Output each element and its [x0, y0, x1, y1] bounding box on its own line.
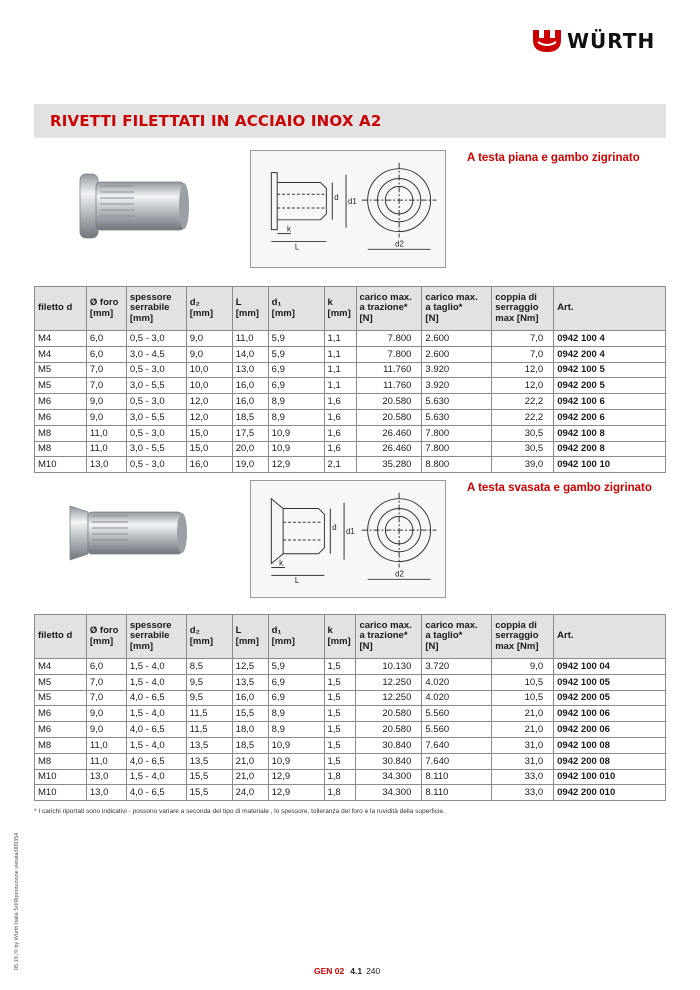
table-row — [35, 690, 666, 706]
table-cell: M5 — [35, 674, 87, 690]
article-number: 0942 200 06 — [554, 722, 666, 738]
rivet-countersunk-head-photo — [66, 498, 190, 568]
table-cell: 11.760 — [356, 378, 422, 394]
table-cell: 3,0 - 5,5 — [126, 409, 186, 425]
table-cell: 31,0 — [492, 753, 554, 769]
table-cell: 21,0 — [492, 706, 554, 722]
table-cell: 7,0 — [86, 674, 126, 690]
table-cell: 33,0 — [492, 769, 554, 785]
table-cell: M10 — [35, 769, 87, 785]
table-row — [35, 346, 666, 362]
table-cell: 1,5 - 4,0 — [126, 659, 186, 675]
table-cell: 1,5 - 4,0 — [126, 769, 186, 785]
table-cell: 3.720 — [422, 659, 492, 675]
spec-table-flat-head — [34, 286, 666, 473]
table-cell: 2.600 — [422, 346, 492, 362]
spec-table-countersunk — [34, 614, 666, 801]
column-header: Art. — [554, 287, 666, 331]
table-row — [35, 753, 666, 769]
table-cell: 20,0 — [232, 441, 268, 457]
table-cell: 6,9 — [268, 690, 324, 706]
table-cell: 4.020 — [422, 690, 492, 706]
table-cell: 7.800 — [422, 441, 492, 457]
table-cell: 17,5 — [232, 425, 268, 441]
table-cell: 10,9 — [268, 441, 324, 457]
table-cell: 8.800 — [422, 457, 492, 473]
table-row — [35, 785, 666, 801]
wurth-logo-icon — [532, 28, 562, 54]
table-cell: 31,0 — [492, 737, 554, 753]
article-number: 0942 200 6 — [554, 409, 666, 425]
table-cell: 16,0 — [186, 457, 232, 473]
table-cell: 12,9 — [268, 785, 324, 801]
table-cell: 0,5 - 3,0 — [126, 331, 186, 347]
drawing-label-d2-2: d2 — [395, 569, 404, 579]
table-cell: 7,0 — [492, 346, 554, 362]
catalog-code: GEN 02 — [314, 966, 345, 976]
column-header: carico max. a trazione* [N] — [356, 287, 422, 331]
table-cell: 4,0 - 6,5 — [126, 753, 186, 769]
table-row — [35, 394, 666, 410]
table-cell: M8 — [35, 425, 87, 441]
table-cell: 7,0 — [86, 378, 126, 394]
table-row — [35, 331, 666, 347]
table-cell: 1,5 — [324, 737, 356, 753]
table-cell: 8,9 — [268, 394, 324, 410]
flat-head-technical-drawing — [250, 150, 446, 268]
table-cell: 5.630 — [422, 409, 492, 425]
table-row — [35, 722, 666, 738]
table-cell: 20.580 — [356, 409, 422, 425]
table-cell: 24,0 — [232, 785, 268, 801]
table-cell: 13,0 — [86, 769, 126, 785]
table-cell: 18,0 — [232, 722, 268, 738]
page-title: RIVETTI FILETTATI IN ACCIAIO INOX A2 — [50, 112, 382, 130]
table-cell: 21,0 — [232, 769, 268, 785]
table-cell: 6,0 — [86, 331, 126, 347]
table-cell: 7.800 — [356, 346, 422, 362]
table-cell: 6,0 — [86, 346, 126, 362]
column-header: carico max. a taglio* [N] — [422, 287, 492, 331]
column-header: L [mm] — [232, 287, 268, 331]
table-cell: 11,0 — [86, 753, 126, 769]
drawing-label-d1: d1 — [348, 197, 357, 207]
table-cell: 13,5 — [232, 674, 268, 690]
table-cell: 30.840 — [356, 753, 422, 769]
page-footer — [314, 966, 380, 976]
drawing-label-d-2: d — [332, 523, 337, 533]
column-header: spessore serrabile [mm] — [126, 615, 186, 659]
page-number: 240 — [366, 966, 381, 976]
table-cell: 8,9 — [268, 722, 324, 738]
table-cell: M4 — [35, 659, 87, 675]
table-cell: 7.800 — [356, 331, 422, 347]
table-cell: 1,1 — [324, 346, 356, 362]
table-cell: 12,9 — [268, 457, 324, 473]
table-cell: 7,0 — [86, 362, 126, 378]
table-cell: 26.460 — [356, 425, 422, 441]
section-number: 4.1 — [350, 966, 363, 976]
table-row — [35, 457, 666, 473]
article-number: 0942 100 05 — [554, 674, 666, 690]
table-cell: M5 — [35, 362, 87, 378]
article-number: 0942 200 05 — [554, 690, 666, 706]
table-cell: 11,0 — [86, 737, 126, 753]
table-cell: 11,0 — [86, 441, 126, 457]
table-cell: 1,6 — [324, 441, 356, 457]
table-cell: 12.250 — [356, 690, 422, 706]
title-bar — [34, 104, 666, 138]
table-cell: 7,0 — [492, 331, 554, 347]
table-cell: 4,0 - 6,5 — [126, 785, 186, 801]
table-cell: 18,5 — [232, 737, 268, 753]
table-cell: 1,5 - 4,0 — [126, 737, 186, 753]
table-cell: M5 — [35, 690, 87, 706]
column-header: coppia di serraggio max [Nm] — [492, 615, 554, 659]
drawing-label-d: d — [334, 193, 339, 203]
table-cell: 39,0 — [492, 457, 554, 473]
table-cell: 10,0 — [186, 362, 232, 378]
table-cell: 1,1 — [324, 331, 356, 347]
table-cell: 15,5 — [232, 706, 268, 722]
article-number: 0942 100 10 — [554, 457, 666, 473]
table-cell: 10,5 — [492, 674, 554, 690]
table-row — [35, 737, 666, 753]
table-cell: 8.110 — [422, 785, 492, 801]
table-cell: 12,5 — [232, 659, 268, 675]
table-cell: 1,5 — [324, 674, 356, 690]
table-cell: 13,0 — [86, 785, 126, 801]
table-row — [35, 378, 666, 394]
table-cell: 12,0 — [186, 394, 232, 410]
column-header: Ø foro [mm] — [86, 615, 126, 659]
table-cell: 1,5 - 4,0 — [126, 706, 186, 722]
table-cell: 1,5 — [324, 659, 356, 675]
table-cell: M6 — [35, 706, 87, 722]
table-cell: 7.640 — [422, 753, 492, 769]
column-header: carico max. a trazione* [N] — [356, 615, 422, 659]
table-cell: 1,5 — [324, 722, 356, 738]
article-number: 0942 100 5 — [554, 362, 666, 378]
countersunk-technical-drawing — [250, 480, 446, 598]
table-header-row — [35, 287, 666, 331]
brand-name: WÜRTH — [567, 29, 656, 53]
table-cell: 2.600 — [422, 331, 492, 347]
column-header: d₂ [mm] — [186, 615, 232, 659]
table-cell: 7,0 — [86, 690, 126, 706]
table-cell: 8,9 — [268, 409, 324, 425]
column-header: d₂ [mm] — [186, 287, 232, 331]
table-cell: 5.630 — [422, 394, 492, 410]
table-cell: 3.920 — [422, 378, 492, 394]
table-cell: 1,1 — [324, 362, 356, 378]
table-cell: 20.580 — [356, 706, 422, 722]
variant-label-countersunk: A testa svasata e gambo zigrinato — [467, 482, 652, 494]
table-cell: 9,0 — [186, 331, 232, 347]
table-cell: 10,5 — [492, 690, 554, 706]
table-cell: 15,0 — [186, 425, 232, 441]
footnote: * I carichi riportati sono indicativi - possono variare a seconda del tipo di materiale , lo spessore, tolleranza del foro e la ruvidità della superficie. — [34, 808, 445, 815]
table-cell: M6 — [35, 394, 87, 410]
table-row — [35, 674, 666, 690]
table-cell: 12,0 — [492, 378, 554, 394]
table-row — [35, 425, 666, 441]
article-number: 0942 100 04 — [554, 659, 666, 675]
variant-label-flat-head: A testa piana e gambo zigrinato — [467, 152, 640, 164]
table-cell: 5.560 — [422, 722, 492, 738]
article-number: 0942 200 8 — [554, 441, 666, 457]
wurth-logo — [532, 28, 655, 54]
column-header: k [mm] — [324, 615, 356, 659]
table-cell: 16,0 — [232, 690, 268, 706]
article-number: 0942 100 08 — [554, 737, 666, 753]
table-cell: 9,0 — [492, 659, 554, 675]
rivet-flat-head-photo — [74, 168, 194, 244]
table-cell: 30.840 — [356, 737, 422, 753]
table-cell: 12.250 — [356, 674, 422, 690]
article-number: 0942 100 6 — [554, 394, 666, 410]
table-cell: 16,0 — [232, 394, 268, 410]
table-cell: 11.760 — [356, 362, 422, 378]
table-cell: 0,5 - 3,0 — [126, 425, 186, 441]
table-cell: 21,0 — [232, 753, 268, 769]
column-header: k [mm] — [324, 287, 356, 331]
drawing-label-L: L — [294, 242, 300, 252]
table-cell: 34.300 — [356, 769, 422, 785]
article-number: 0942 200 010 — [554, 785, 666, 801]
article-number: 0942 200 5 — [554, 378, 666, 394]
column-header: spessore serrabile [mm] — [126, 287, 186, 331]
table-cell: 10,9 — [268, 425, 324, 441]
table-cell: 20.580 — [356, 722, 422, 738]
table-cell: 12,0 — [492, 362, 554, 378]
table-cell: 33,0 — [492, 785, 554, 801]
table-cell: 1,5 — [324, 706, 356, 722]
table-cell: 6,9 — [268, 362, 324, 378]
table-cell: 1,8 — [324, 769, 356, 785]
table-cell: 7.640 — [422, 737, 492, 753]
table-cell: 4,0 - 6,5 — [126, 722, 186, 738]
article-number: 0942 100 010 — [554, 769, 666, 785]
table-cell: 9,5 — [186, 674, 232, 690]
drawing-label-d1-2: d1 — [346, 527, 355, 537]
table-cell: 11,0 — [86, 425, 126, 441]
table-cell: 9,5 — [186, 690, 232, 706]
table-cell: 4.020 — [422, 674, 492, 690]
table-cell: 9,0 — [86, 409, 126, 425]
table-cell: 7.800 — [422, 425, 492, 441]
table-cell: M10 — [35, 457, 87, 473]
column-header: d₁ [mm] — [268, 287, 324, 331]
table-cell: 9,0 — [86, 706, 126, 722]
table-cell: 1,6 — [324, 425, 356, 441]
table-cell: 10.130 — [356, 659, 422, 675]
table-cell: 1,5 - 4,0 — [126, 674, 186, 690]
table-cell: 1,1 — [324, 378, 356, 394]
table-cell: 15,5 — [186, 769, 232, 785]
table-cell: 22,2 — [492, 409, 554, 425]
table-cell: 13,5 — [186, 737, 232, 753]
table-cell: 5.560 — [422, 706, 492, 722]
table-row — [35, 659, 666, 675]
column-header: L [mm] — [232, 615, 268, 659]
article-number: 0942 100 4 — [554, 331, 666, 347]
table-cell: 21,0 — [492, 722, 554, 738]
table-row — [35, 706, 666, 722]
table-cell: 30,5 — [492, 425, 554, 441]
table-cell: 16,0 — [232, 378, 268, 394]
table-cell: 8.110 — [422, 769, 492, 785]
table-cell: M6 — [35, 409, 87, 425]
table-row — [35, 441, 666, 457]
table-cell: 1,5 — [324, 690, 356, 706]
table-header-row — [35, 615, 666, 659]
table-cell: 2,1 — [324, 457, 356, 473]
table-cell: 11,5 — [186, 706, 232, 722]
table-cell: 35.280 — [356, 457, 422, 473]
table-cell: 12,9 — [268, 769, 324, 785]
table-cell: 8,9 — [268, 706, 324, 722]
column-header: carico max. a taglio* [N] — [422, 615, 492, 659]
table-cell: 13,0 — [86, 457, 126, 473]
table-cell: 26.460 — [356, 441, 422, 457]
table-cell: 22,2 — [492, 394, 554, 410]
table-cell: 13,5 — [186, 753, 232, 769]
table-cell: 34.300 — [356, 785, 422, 801]
table-cell: M8 — [35, 753, 87, 769]
table-cell: 6,9 — [268, 674, 324, 690]
table-cell: 11,5 — [186, 722, 232, 738]
table-cell: 5,9 — [268, 346, 324, 362]
table-cell: 10,0 — [186, 378, 232, 394]
table-cell: 13,0 — [232, 362, 268, 378]
table-cell: M8 — [35, 737, 87, 753]
article-number: 0942 200 08 — [554, 753, 666, 769]
table-cell: 10,9 — [268, 753, 324, 769]
table-cell: M6 — [35, 722, 87, 738]
table-row — [35, 409, 666, 425]
table-cell: 0,5 - 3,0 — [126, 362, 186, 378]
table-cell: M8 — [35, 441, 87, 457]
table-cell: M5 — [35, 378, 87, 394]
table-cell: 30,5 — [492, 441, 554, 457]
table-cell: 15,0 — [186, 441, 232, 457]
table-cell: 20.580 — [356, 394, 422, 410]
table-cell: 1,6 — [324, 394, 356, 410]
table-cell: 14,0 — [232, 346, 268, 362]
column-header: d₁ [mm] — [268, 615, 324, 659]
article-number: 0942 200 4 — [554, 346, 666, 362]
column-header: coppia di serraggio max [Nm] — [492, 287, 554, 331]
table-cell: 0,5 - 3,0 — [126, 394, 186, 410]
table-cell: 3,0 - 5,5 — [126, 441, 186, 457]
drawing-label-L-2: L — [294, 576, 300, 586]
table-cell: 19,0 — [232, 457, 268, 473]
table-cell: 1,5 — [324, 753, 356, 769]
table-cell: 0,5 - 3,0 — [126, 457, 186, 473]
drawing-label-d2: d2 — [395, 239, 404, 249]
column-header: filetto d — [35, 615, 87, 659]
table-cell: M4 — [35, 331, 87, 347]
table-cell: 18,5 — [232, 409, 268, 425]
drawing-label-k: k — [287, 224, 291, 234]
column-header: Art. — [554, 615, 666, 659]
table-cell: M10 — [35, 785, 87, 801]
table-cell: 15,5 — [186, 785, 232, 801]
column-header: filetto d — [35, 287, 87, 331]
table-cell: 4,0 - 6,5 — [126, 690, 186, 706]
table-cell: 9,0 — [86, 394, 126, 410]
table-cell: 10,9 — [268, 737, 324, 753]
table-row — [35, 362, 666, 378]
table-cell: 11,0 — [232, 331, 268, 347]
table-cell: 9,0 — [186, 346, 232, 362]
table-cell: 6,0 — [86, 659, 126, 675]
drawing-label-k-2: k — [279, 558, 284, 568]
table-cell: 12,0 — [186, 409, 232, 425]
side-note — [14, 780, 24, 970]
table-cell: 3.920 — [422, 362, 492, 378]
table-row — [35, 769, 666, 785]
column-header: Ø foro [mm] — [86, 287, 126, 331]
table-cell: M4 — [35, 346, 87, 362]
table-cell: 5,9 — [268, 331, 324, 347]
article-number: 0942 100 06 — [554, 706, 666, 722]
table-cell: 1,6 — [324, 409, 356, 425]
table-cell: 1,8 — [324, 785, 356, 801]
table-cell: 5,9 — [268, 659, 324, 675]
table-cell: 8,5 — [186, 659, 232, 675]
table-cell: 9,0 — [86, 722, 126, 738]
article-number: 0942 100 8 — [554, 425, 666, 441]
table-cell: 3,0 - 5,5 — [126, 378, 186, 394]
side-note-text: 05.19 /© by Würth Italia Srl/Riproduzione vietata/009354 — [14, 832, 20, 970]
table-cell: 3,0 - 4,5 — [126, 346, 186, 362]
table-cell: 6,9 — [268, 378, 324, 394]
